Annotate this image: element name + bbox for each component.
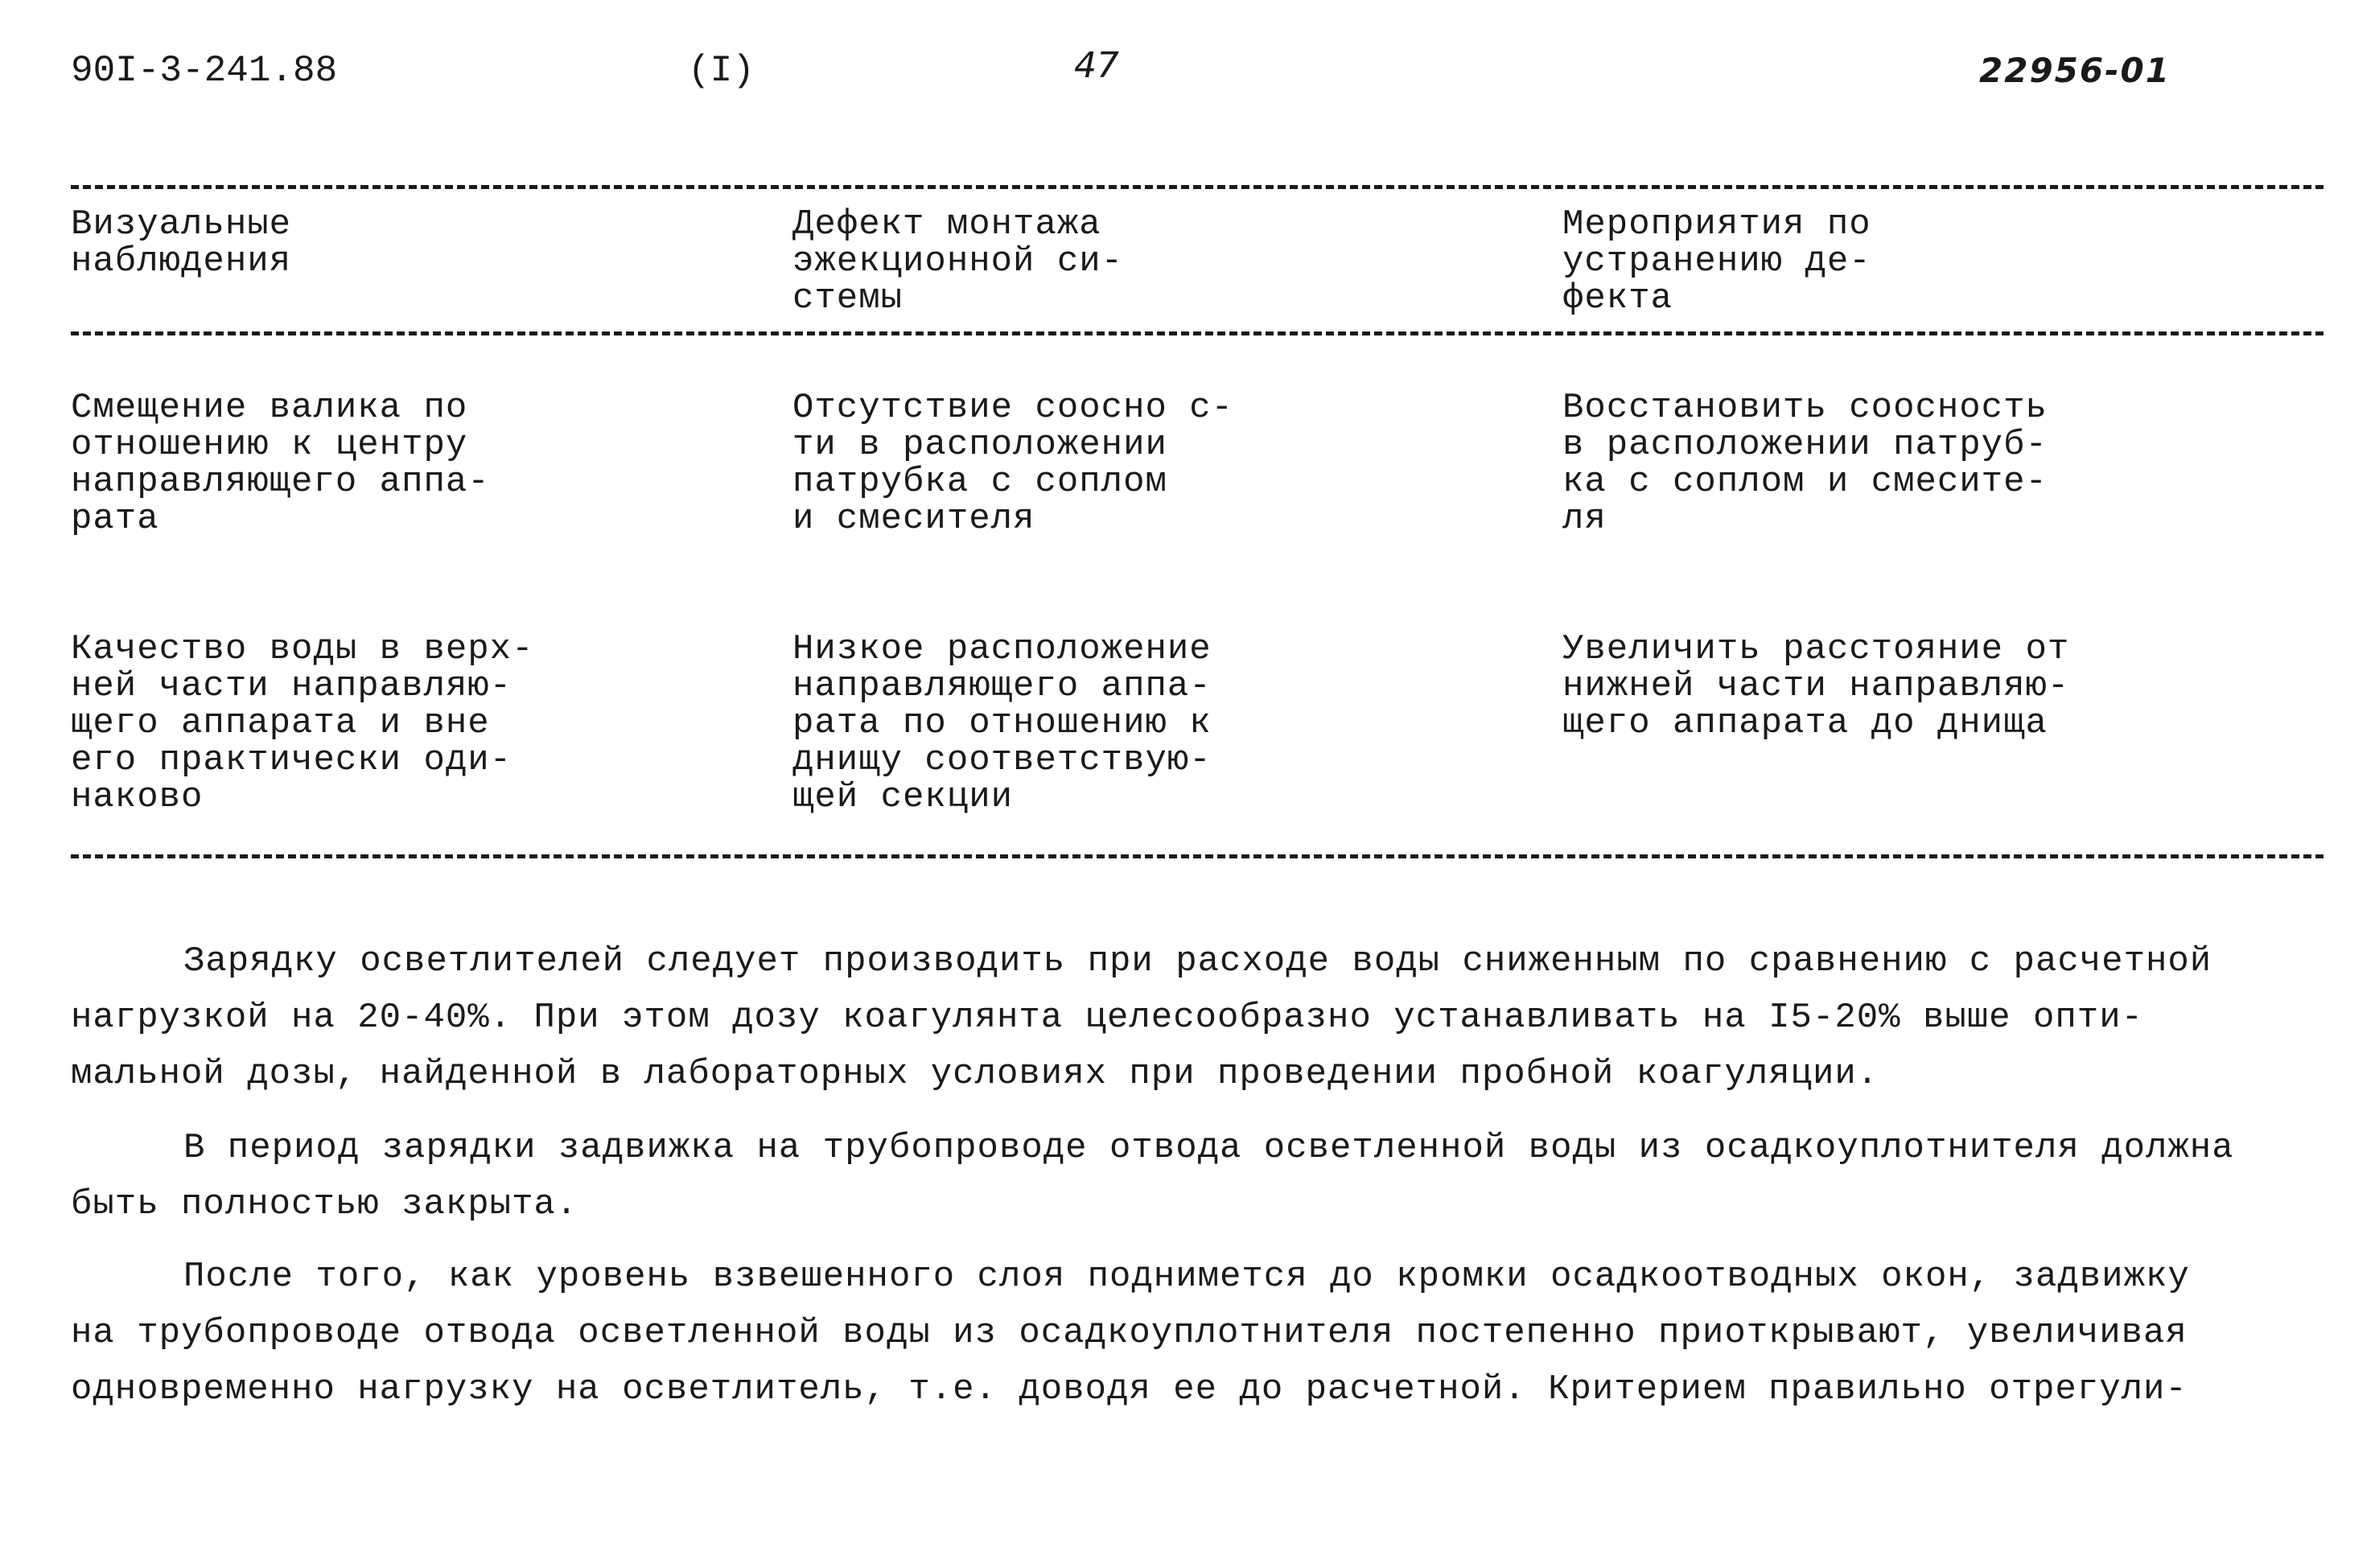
table-cell-observation: Смещение валика по отношению к центру направляющего аппа- рата bbox=[71, 388, 490, 539]
document-code: 90I-3-241.88 bbox=[71, 50, 338, 92]
column-header-measures: Мероприятия по устранению де- фекта bbox=[1562, 204, 1871, 319]
body-paragraph: В период зарядки задвижка на трубопроводе отвода осветленной воды из осадкоуплотнителя должна быть полностью закрыта. bbox=[71, 1128, 2234, 1224]
column-header-defect: Дефект монтажа эжекционной си- стемы bbox=[792, 204, 1124, 319]
column-header-observations: Визуальные наблюдения bbox=[71, 204, 292, 282]
table-header-rule bbox=[71, 331, 2324, 335]
table-cell-measure: Восстановить соосность в расположении патруб- ка с соплом и смесите- ля bbox=[1562, 388, 2048, 539]
table-cell-defect: Низкое расположение направляющего аппа- рата по отношению к днищу соответствую- щей секции bbox=[792, 629, 1212, 817]
inventory-number: 22956-01 bbox=[1979, 51, 2171, 90]
table-bottom-rule bbox=[71, 854, 2324, 858]
body-paragraph: После того, как уровень взвешенного слоя поднимется до кромки осадкоотводных окон, задвижку на трубопроводе отвода осветленной воды из осадкоуплотнителя постепенно приоткрывают, увеличивая одновременно нагрузку на осветлитель, т.е. доводя ее до расчетной. Критерием правильно отрегули- bbox=[71, 1257, 2190, 1410]
table-top-rule bbox=[71, 185, 2324, 189]
sheet-number: (I) bbox=[688, 50, 755, 92]
body-paragraph: Зарядку осветлителей следует производить при расходе воды сниженным по сравнению с расчетной нагрузкой на 20-40%. При этом дозу коагулянта целесообразно устанавливать на I5-20% выше опти- мальной дозы, найденной в лабораторных условиях при проведении пробной коагуляции. bbox=[71, 941, 2212, 1094]
page-number: 47 bbox=[1074, 45, 1119, 86]
table-cell-measure: Увеличить расстояние от нижней части направляю- щего аппарата до днища bbox=[1562, 629, 2070, 743]
table-cell-defect: Отсутствие соосно с- ти в расположении патрубка с соплом и смесителя bbox=[792, 388, 1234, 539]
table-cell-observation: Качество воды в верх- ней части направляю- щего аппарата и вне его практически оди- наково bbox=[71, 629, 534, 817]
